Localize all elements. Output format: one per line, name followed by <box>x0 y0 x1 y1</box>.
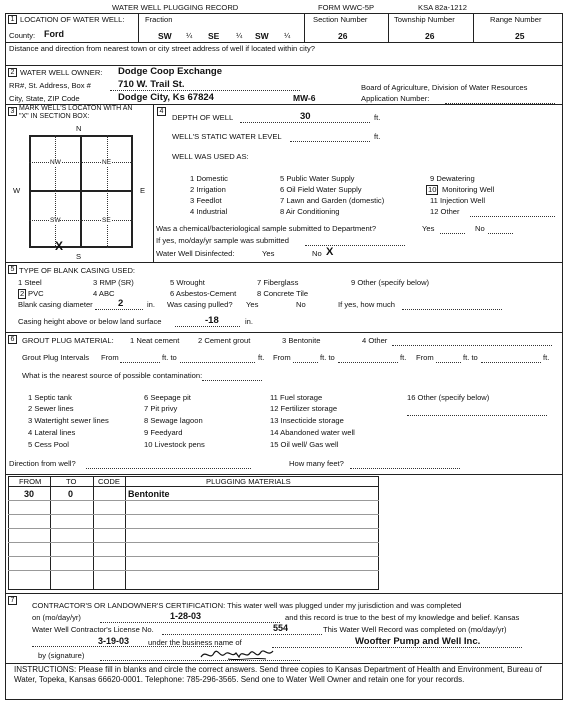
location-label: LOCATION OF WATER WELL: <box>20 15 125 24</box>
contam-5: 5 Cess Pool <box>28 440 69 449</box>
casing-1: 1 Steel <box>18 278 42 287</box>
well-id: MW-6 <box>293 93 316 103</box>
business-name-label: under the business name of <box>148 638 242 647</box>
quarter-3: ¼ <box>284 31 291 40</box>
table-header-from: FROM <box>19 477 42 486</box>
fraction-2: SE <box>208 31 220 41</box>
fraction-3: SW <box>255 31 269 41</box>
casing-pulled-yes: Yes <box>246 300 259 309</box>
grout-2: 2 Cement grout <box>198 336 251 345</box>
table-header-to: TO <box>66 477 77 486</box>
table-header-code: CODE <box>98 477 120 486</box>
contam-15: 15 Oil well/ Gas well <box>270 440 339 449</box>
casing-5: 5 Wrought <box>170 278 205 287</box>
static-level-label: WELL'S STATIC WATER LEVEL <box>172 132 282 141</box>
grout-4: 4 Other <box>362 336 388 345</box>
table-row-from: 30 <box>24 489 35 499</box>
plugging-table <box>8 476 379 590</box>
disinfected-no-mark: X <box>326 246 334 258</box>
use-8: 8 Air Conditioning <box>280 207 340 216</box>
use-5: 5 Public Water Supply <box>280 174 355 183</box>
mark-label-1: MARK WELL'S LOCATON WITH AN <box>19 105 133 112</box>
form-number: FORM WWC-5P <box>318 3 375 12</box>
use-11: 11 Injection Well <box>430 196 486 205</box>
casing-diameter-value: 2 <box>118 298 124 309</box>
grout-3: 3 Bentonite <box>282 336 321 345</box>
interval-ft-2: ft. <box>400 353 407 362</box>
use-6: 6 Oil Field Water Supply <box>280 185 362 194</box>
se-label: SE <box>102 217 111 224</box>
sw-label: SW <box>50 217 61 224</box>
board-text: Board of Agriculture, Division of Water Resources <box>361 83 528 92</box>
well-location-mark: X <box>55 239 64 253</box>
how-much-label: If yes, how much <box>338 300 395 309</box>
section-6-number: 6 <box>8 335 17 344</box>
fraction-1: SW <box>158 31 172 41</box>
casing-3: 3 RMP (SR) <box>93 278 134 287</box>
grout-1: 1 Neat cement <box>130 336 180 345</box>
interval-from-1: From <box>101 353 119 362</box>
use-1: 1 Domestic <box>190 174 228 183</box>
interval-ft-3: ft. <box>543 353 550 362</box>
interval-to-3: ft. to <box>463 353 478 362</box>
use-12: 12 Other <box>430 207 460 216</box>
north-label: N <box>76 124 82 133</box>
application-label: Application Number: <box>361 94 430 103</box>
contam-7: 7 Pit privy <box>144 404 178 413</box>
city-label: City, State, ZIP Code <box>9 94 80 103</box>
form-title: WATER WELL PLUGGING RECORD <box>112 3 239 12</box>
license-number: 554 <box>273 623 289 633</box>
contam-10: 10 Livestock pens <box>144 440 205 449</box>
depth-unit: ft. <box>374 113 381 122</box>
county-label: County: <box>9 31 36 40</box>
casing-8: 8 Concrete Tile <box>257 289 309 298</box>
section-2-number: 2 <box>8 68 17 77</box>
contractor-signature <box>198 645 278 665</box>
city-value: Dodge City, Ks 67824 <box>118 92 214 103</box>
use-3: 3 Feedlot <box>190 196 222 205</box>
casing-6: 6 Asbestos-Cement <box>170 289 237 298</box>
interval-ft-1: ft. <box>258 353 265 362</box>
township-label: Township Number <box>394 15 455 24</box>
mark-label-2: "X" IN SECTION BOX: <box>19 113 90 120</box>
casing-diameter-unit: in. <box>147 300 156 309</box>
chem-sample-question: Was a chemical/bacteriological sample submitted to Department? <box>156 224 377 233</box>
direction-label: Direction from well? <box>9 459 76 468</box>
use-9: 9 Dewatering <box>430 174 475 183</box>
contamination-question: What is the nearest source of possible contamination: <box>22 371 203 380</box>
quarter-1: ¼ <box>186 31 193 40</box>
sample-date-label: If yes, mo/day/yr sample was submitted <box>156 236 289 245</box>
interval-from-3: From <box>416 353 434 362</box>
casing-height-unit: in. <box>245 317 254 326</box>
use-4: 4 Industrial <box>190 207 228 216</box>
use-2: 2 Irrigation <box>190 185 226 194</box>
casing-height-label: Casing height above or below land surface <box>18 317 162 326</box>
section-1-number: 1 <box>8 15 17 24</box>
contam-14: 14 Abandoned water well <box>270 428 355 437</box>
disinfected-yes: Yes <box>262 249 275 258</box>
casing-7: 7 Fiberglass <box>257 278 299 287</box>
nw-label: NW <box>50 159 61 166</box>
casing-2-selected[interactable]: 2 <box>20 289 25 298</box>
quarter-2: ¼ <box>236 31 243 40</box>
contam-3: 3 Watertight sewer lines <box>28 416 109 425</box>
owner-label: WATER WELL OWNER: <box>20 68 103 77</box>
disinfected-label: Water Well Disinfected: <box>156 249 235 258</box>
section-4-number: 4 <box>157 107 166 116</box>
contam-12: 12 Fertilizer storage <box>270 404 338 413</box>
depth-value: 30 <box>300 111 311 122</box>
west-label: W <box>13 186 21 195</box>
casing-diameter-label: Blank casing diameter <box>18 300 93 309</box>
business-name: Woofter Pump and Well Inc. <box>355 636 481 647</box>
signature-label: by (signature) <box>38 651 85 660</box>
section-number-label: Section Number <box>313 15 368 24</box>
use-10-selected[interactable]: 10 <box>428 185 437 194</box>
chem-no: No <box>475 224 485 233</box>
interval-from-2: From <box>273 353 291 362</box>
contam-1: 1 Septic tank <box>28 393 72 402</box>
plugged-date: 1-28-03 <box>170 611 202 621</box>
south-label: S <box>76 252 82 261</box>
contam-4: 4 Lateral lines <box>28 428 76 437</box>
address-label: RR#, St. Address, Box # <box>9 81 91 90</box>
contam-16: 16 Other (specify below) <box>407 393 490 402</box>
contam-6: 6 Seepage pit <box>144 393 191 402</box>
instructions-text: INSTRUCTIONS: Please fill in blanks and circle the correct answers. Send three copies to Kansas Department of Health and Environment, Bureau of Water, Topeka, Kansas 66620-0001. Telephone: 785-296-3565. Send one to Water Well Owner and retain one for your records. <box>14 665 542 684</box>
casing-height-value: -18 <box>205 315 219 326</box>
completed-on-label: on (mo/day/yr) <box>32 613 81 622</box>
casing-4: 4 ABC <box>93 289 115 298</box>
interval-to-2: ft. to <box>320 353 335 362</box>
intervals-label: Grout Plug Intervals <box>22 353 90 362</box>
use-10-label: Monitoring Well <box>442 185 495 194</box>
casing-type-label: TYPE OF BLANK CASING USED: <box>19 266 136 275</box>
table-row-material: Bentonite <box>128 489 170 499</box>
casing-pulled-no: No <box>296 300 306 309</box>
static-level-unit: ft. <box>374 132 381 141</box>
casing-pulled-label: Was casing pulled? <box>167 300 233 309</box>
owner-value: Dodge Coop Exchange <box>118 66 222 77</box>
fraction-label: Fraction <box>145 15 173 24</box>
table-header-materials: PLUGGING MATERIALS <box>206 477 291 486</box>
true-record-text: and this record is true to the best of my knowledge and belief. Kansas <box>285 613 520 622</box>
contam-9: 9 Feedyard <box>144 428 183 437</box>
contam-8: 8 Sewage lagoon <box>144 416 203 425</box>
depth-label: DEPTH OF WELL <box>172 113 234 122</box>
license-label: Water Well Contractor's License No. <box>32 625 154 634</box>
east-label: E <box>140 186 146 195</box>
casing-2-label: PVC <box>28 289 44 298</box>
range-value: 25 <box>515 31 525 41</box>
how-many-feet-label: How many feet? <box>289 459 344 468</box>
ksa-number: KSA 82a-1212 <box>418 3 467 12</box>
section-3-number: 3 <box>8 107 17 116</box>
chem-yes: Yes <box>422 224 435 233</box>
section-5-number: 5 <box>8 265 17 274</box>
township-value: 26 <box>425 31 435 41</box>
county-value: Ford <box>44 29 64 39</box>
grout-label: GROUT PLUG MATERIAL: <box>22 336 114 345</box>
casing-9: 9 Other (specify below) <box>351 278 430 287</box>
section-value: 26 <box>338 31 348 41</box>
record-date: 3-19-03 <box>98 636 130 646</box>
section-7-number: 7 <box>8 596 17 605</box>
disinfected-no: No <box>312 249 322 258</box>
table-row-to: 0 <box>68 489 74 499</box>
use-7: 7 Lawn and Garden (domestic) <box>280 196 385 205</box>
ne-label: NE <box>102 159 112 166</box>
used-as-label: WELL WAS USED AS: <box>172 152 249 161</box>
contam-11: 11 Fuel storage <box>270 393 323 402</box>
contam-13: 13 Insecticide storage <box>270 416 344 425</box>
record-completed-label: This Water Well Record was completed on (mo/day/yr) <box>323 625 507 634</box>
distance-question: Distance and direction from nearest town or city street address of well if located within city? <box>9 44 315 53</box>
address-value: 710 W. Trail St. <box>118 79 185 90</box>
range-label: Range Number <box>490 15 542 24</box>
contam-2: 2 Sewer lines <box>28 404 74 413</box>
interval-to-1: ft. to <box>162 353 177 362</box>
certification-text: CONTRACTOR'S OR LANDOWNER'S CERTIFICATION: This water well was plugged under my jurisdiction and was completed <box>32 601 462 610</box>
